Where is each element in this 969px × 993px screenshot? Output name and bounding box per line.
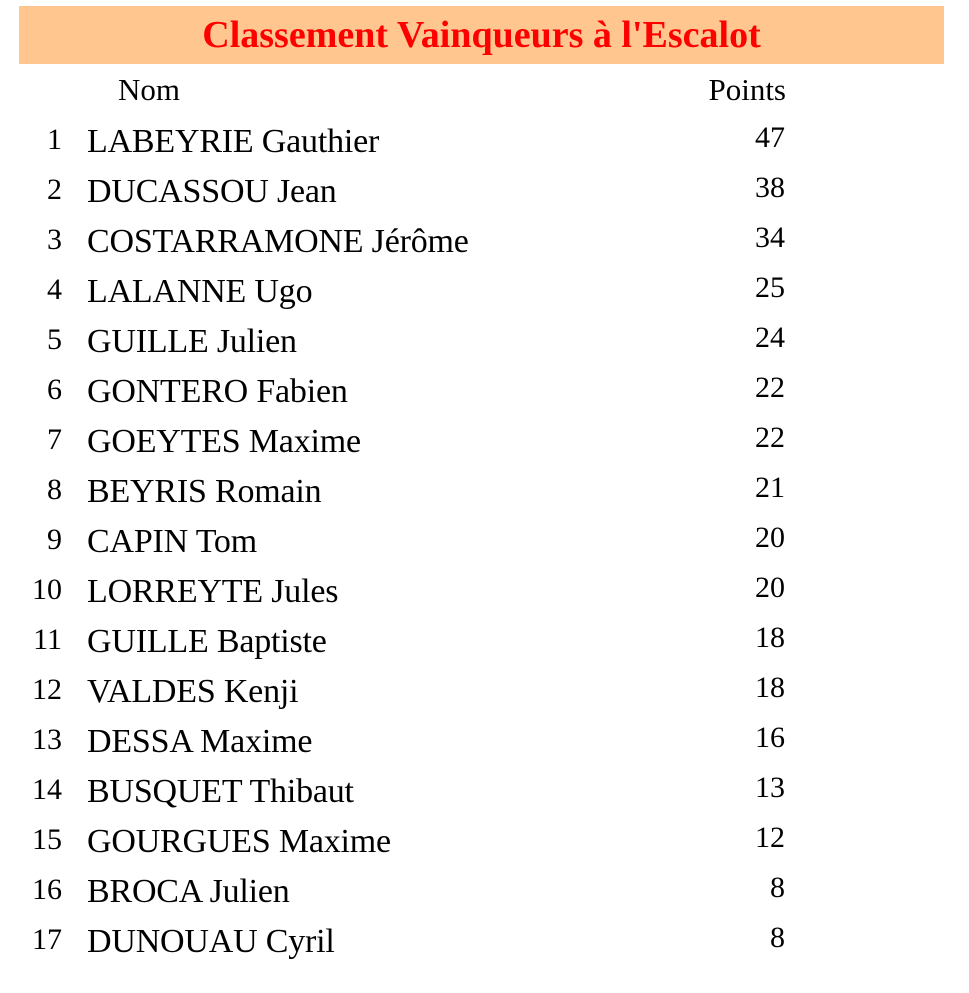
row-points: 20 — [755, 571, 785, 604]
ranking-row — [0, 118, 969, 168]
row-points: 24 — [755, 321, 785, 354]
row-name: DUNOUAU Cyril — [87, 923, 335, 960]
row-rank: 4 — [47, 273, 62, 306]
row-rank: 3 — [47, 223, 62, 256]
row-name: BROCA Julien — [87, 873, 290, 910]
row-name: DUCASSOU Jean — [87, 173, 337, 210]
title-banner — [19, 6, 944, 64]
row-name: CAPIN Tom — [87, 523, 257, 560]
row-rank: 12 — [32, 673, 62, 706]
row-rank: 6 — [47, 373, 62, 406]
ranking-row — [0, 318, 969, 368]
ranking-row — [0, 668, 969, 718]
row-rank: 9 — [47, 523, 62, 556]
row-points: 25 — [755, 271, 785, 304]
ranking-row — [0, 718, 969, 768]
ranking-row — [0, 518, 969, 568]
row-name: DESSA Maxime — [87, 723, 313, 760]
row-name: COSTARRAMONE Jérôme — [87, 223, 469, 260]
row-points: 38 — [755, 171, 785, 204]
row-name: GOURGUES Maxime — [87, 823, 391, 860]
row-name: BEYRIS Romain — [87, 473, 322, 510]
row-rank: 15 — [32, 823, 62, 856]
row-points: 47 — [755, 121, 785, 154]
row-points: 13 — [755, 771, 785, 804]
row-name: GUILLE Julien — [87, 323, 297, 360]
ranking-row — [0, 568, 969, 618]
ranking-list — [0, 118, 969, 968]
row-name: GUILLE Baptiste — [87, 623, 327, 660]
row-points: 12 — [755, 821, 785, 854]
row-name: BUSQUET Thibaut — [87, 773, 354, 810]
row-points: 20 — [755, 521, 785, 554]
row-points: 22 — [755, 371, 785, 404]
row-rank: 14 — [32, 773, 62, 806]
ranking-row — [0, 818, 969, 868]
ranking-row — [0, 768, 969, 818]
row-points: 34 — [755, 221, 785, 254]
ranking-row — [0, 168, 969, 218]
row-rank: 11 — [33, 623, 62, 656]
page-title: Classement Vainqueurs à l'Escalot — [202, 14, 761, 56]
row-points: 18 — [755, 671, 785, 704]
ranking-row — [0, 618, 969, 668]
ranking-row — [0, 418, 969, 468]
row-name: GOEYTES Maxime — [87, 423, 361, 460]
ranking-row — [0, 868, 969, 918]
row-points: 22 — [755, 421, 785, 454]
row-rank: 7 — [47, 423, 62, 456]
row-points: 16 — [755, 721, 785, 754]
ranking-row — [0, 218, 969, 268]
row-rank: 1 — [47, 123, 62, 156]
ranking-row — [0, 468, 969, 518]
row-points: 21 — [755, 471, 785, 504]
column-header-points: Points — [708, 72, 786, 107]
row-rank: 10 — [32, 573, 62, 606]
row-name: LALANNE Ugo — [87, 273, 313, 310]
row-points: 8 — [770, 921, 785, 954]
row-rank: 17 — [32, 923, 62, 956]
row-rank: 16 — [32, 873, 62, 906]
row-name: VALDES Kenji — [87, 673, 299, 710]
column-header-name: Nom — [118, 72, 180, 107]
ranking-row — [0, 268, 969, 318]
ranking-row — [0, 918, 969, 968]
row-points: 8 — [770, 871, 785, 904]
row-name: LORREYTE Jules — [87, 573, 339, 610]
row-rank: 5 — [47, 323, 62, 356]
row-name: GONTERO Fabien — [87, 373, 348, 410]
row-points: 18 — [755, 621, 785, 654]
row-rank: 8 — [47, 473, 62, 506]
row-rank: 13 — [32, 723, 62, 756]
row-rank: 2 — [47, 173, 62, 206]
ranking-row — [0, 368, 969, 418]
row-name: LABEYRIE Gauthier — [87, 123, 380, 160]
